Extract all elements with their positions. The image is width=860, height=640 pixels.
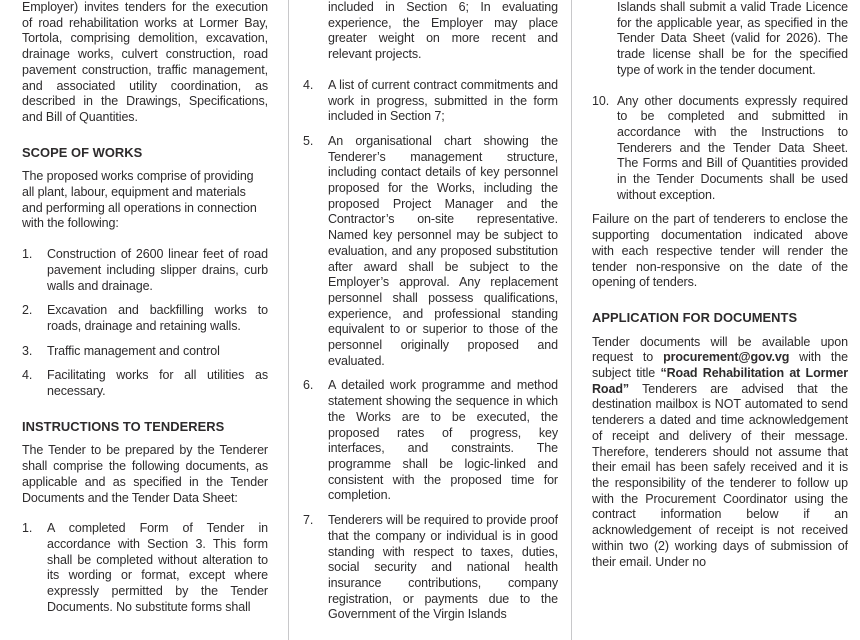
list-item-number: 7. [303,513,314,528]
list-item-text: Excavation and backfilling works to roads, drainage and retaining walls. [47,303,268,333]
list-item-text: A list of current contract commitments and work in progress, submitted in the form included in Section 7; [328,77,558,124]
text-run: Tenderers are advised that the destination mailbox is NOT automated to send tenderers a dated and time acknowledgement of receipt and delivery of their message. Therefore, tenderers should not assume that their email has been safely received and it is the responsibility of the tenderer to follow up with the Procurement Coordinator using the contract information below if an acknowledgement of receipt is not received within two (2) working days of submission of their email. Under no [592,381,848,569]
list-item-number: 4. [22,368,33,383]
continuation-paragraph: included in Section 6; In evaluating experience, the Employer may place greater weight on more recent and relevant projects. [328,0,558,62]
list-item-number: 3. [22,343,33,358]
list-item [22,521,268,615]
list-item-number: 5. [303,133,314,148]
list-item [22,247,268,294]
continuation-paragraph: Islands shall submit a valid Trade Licence for the applicable year, as specified in the Tender Data Sheet (valid for 2026). The trade license shall be for the specified type of work in the tender document. [617,0,848,77]
list-item-text: Any other documents expressly required to be completed and submitted in accordance with the Instructions to Tenderers and the Tender Data Sheet. The Forms and Bill of Quantities provided in the Tender Documents shall be used without exception. [617,93,848,202]
list-item [303,134,558,370]
list-item [303,378,558,504]
section-heading: SCOPE OF WORKS [22,144,143,160]
list-item-text: Traffic management and control [47,343,220,358]
list-item-text: Construction of 2600 linear feet of road pavement including slipper drains, curb walls and drainage. [47,247,268,293]
list-item-text: Tenderers will be required to provide proof that the company or individual is in good standing with respect to taxes, duties, social security and national health insurance contributions, company registration, or payments due to the Government of the Virgin Islands [328,513,558,622]
column-middle [303,0,558,640]
column-right [592,0,848,640]
text-run: with the subject title [592,350,848,381]
paragraph [592,335,848,571]
column-rule [571,0,572,640]
paragraph: The proposed works comprise of providing all plant, labour, equipment and materials and performing all operations in connection with the following: [22,169,257,231]
list-item [592,94,848,204]
list-item-number: 6. [303,378,314,393]
paragraph: Employer) invites tenders for the execution of road rehabilitation works at Lormer Bay, Tortola, comprising demolition, excavation, drainage works, culvert construction, road pavement construction, traffic management, and associated utility coordination, as described in the Drawings, Specifications, and Bill of Quantities. [22,0,268,124]
column-rule [288,0,289,640]
text-run: Tender documents will be available upon request to [592,334,848,365]
list-item [22,303,268,334]
paragraph: Failure on the part of tenderers to enclose the supporting documentation indicated above with each respective tender will render the tender non-responsive on the date of the opening of tenders. [592,212,848,290]
list-item-number: 1. [22,521,33,536]
list-item-number: 10. [592,93,610,108]
paragraph: The Tender to be prepared by the Tenderer shall comprise the following documents, as applicable and as specified in the Tender Documents and the Tender Data Sheet: [22,443,268,505]
column-left [22,0,268,640]
list-item [22,344,268,360]
subject-title: “Road Rehabilitation at Lormer Road” [592,366,848,396]
email-address: procurement@gov.vg [663,350,790,365]
list-item-number: 1. [22,247,33,262]
section-heading: INSTRUCTIONS TO TENDERERS [22,418,225,434]
list-item [303,78,558,125]
list-item-number: 2. [22,303,33,318]
list-item-number: 4. [303,77,314,92]
list-item-text: Facilitating works for all utilities as necessary. [47,368,268,399]
section-heading: APPLICATION FOR DOCUMENTS [592,309,798,325]
list-item [303,513,558,623]
list-item-text: An organisational chart showing the Tenderer’s management structure, including contact details of key personnel proposed for the Works, including the proposed Project Manager and the Contractor’s on-site representative. Named key personnel may be subject to evaluation, and any proposed substitution after award shall be subject to the Employer’s approval. Any replacement personnel shall possess qualifications, experience, and professional standing equivalent to or superior to those of the personnel originally proposed and evaluated. [328,133,558,368]
list-item-text: A completed Form of Tender in accordance with Section 3. This form shall be completed without alteration to its wording or format, except where expressly permitted by the Tender Documents. No substitute forms shall [47,521,268,614]
list-item-text: A detailed work programme and method statement showing the sequence in which the Works are to be executed, the proposed rates of progress, key interfaces, and constraints. The programme shall be logic-linked and consistent with the proposed time for completion. [328,378,558,503]
list-item [22,368,268,399]
